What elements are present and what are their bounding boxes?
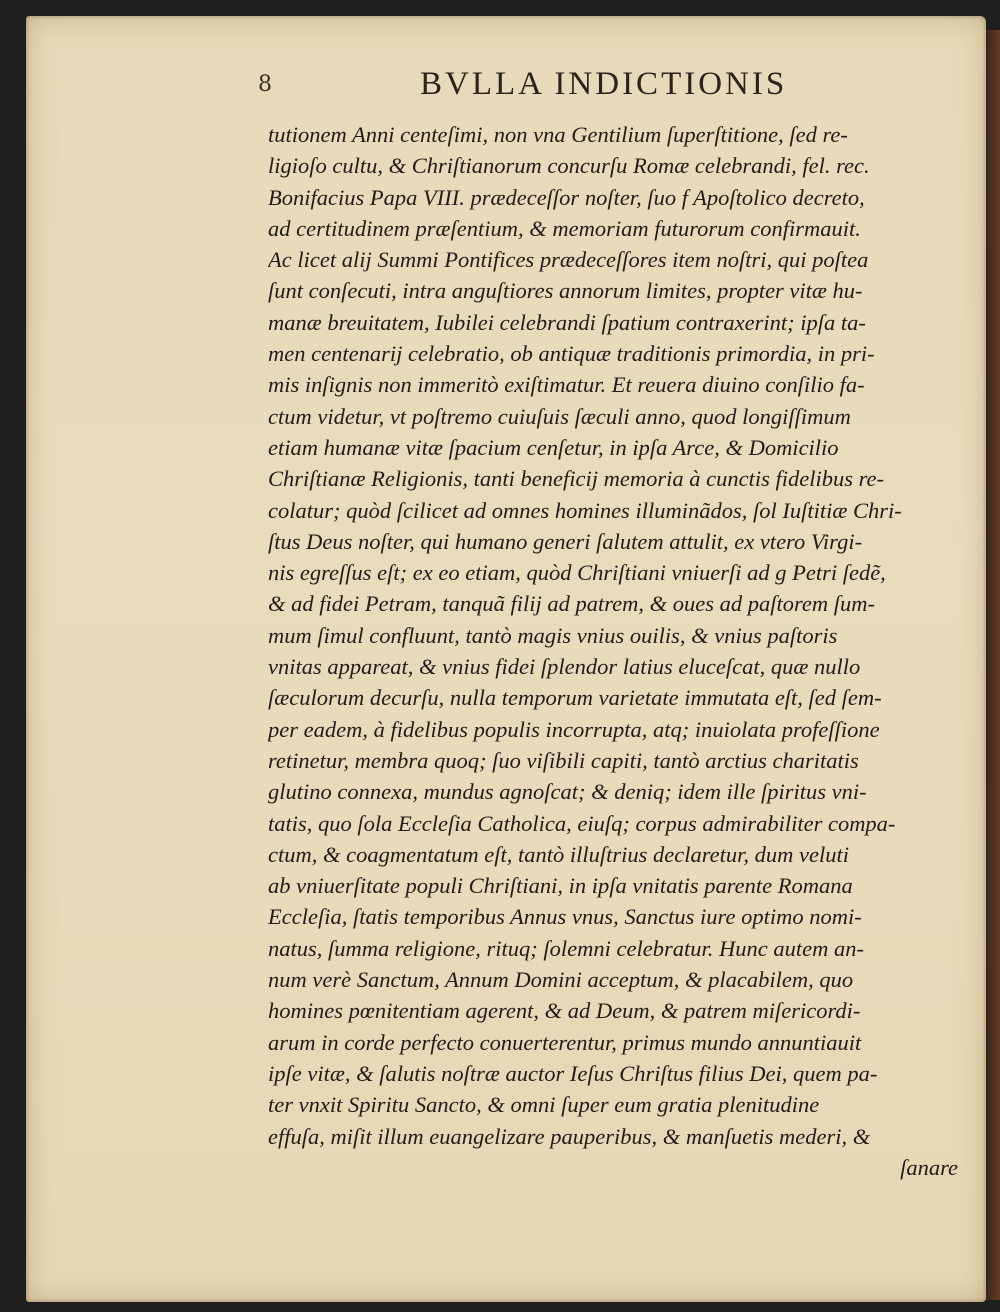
text-line: arum in corde perfecto conuerterentur, primus mundo annuntiauit [268, 1029, 862, 1055]
page-number: 8 [258, 72, 272, 97]
text-line: mis inſignis non immeritò exiſtimatur. Et reuera diuino conſilio fa- [268, 372, 865, 398]
text-line: colatur; quòd ſcilicet ad omnes homines illuminãdos, ſol Iuſtitiæ Chri- [268, 497, 902, 523]
text-line: ctum videtur, vt poſtremo cuiuſuis ſæculi anno, quod longiſſimum [268, 403, 851, 429]
body-text [268, 119, 958, 1183]
text-line: Bonifacius Papa VIII. prædeceſſor noſter, ſuo f Apoſtolico decreto, [268, 184, 865, 210]
text-line: tutionem Anni centeſimi, non vna Gentilium ſuperſtitione, ſed re- [268, 122, 848, 147]
text-line: tatis, quo ſola Eccleſia Catholica, eiuſq; corpus admirabiliter compa- [268, 810, 896, 836]
text-line: ab vniuerſitate populi Chriſtiani, in ipſa vnitatis parente Romana [268, 873, 853, 899]
text-line: mum ſimul confluunt, tantò magis vnius ouilis, & vnius paſtoris [268, 622, 838, 648]
text-line: ad certitudinem præſentium, & memoriam futurorum confirmauit. [268, 215, 861, 241]
text-line: nis egreſſus eſt; ex eo etiam, quòd Chriſtiani vniuerſi ad g Petri ſedẽ, [268, 560, 886, 586]
text-line: ipſe vitæ, & ſalutis noſtræ auctor Ieſus Chriſtus filius Dei, quem pa- [268, 1060, 878, 1086]
text-line: ctum, & coagmentatum eſt, tantò illuſtrius declaretur, dum veluti [268, 841, 849, 867]
text-line: glutino connexa, mundus agnoſcat; & deniq; idem ille ſpiritus vni- [268, 779, 867, 805]
text-line: ligioſo cultu, & Chriſtianorum concurſu Romæ celebrandi, fel. rec. [268, 153, 870, 179]
text-line: ſtus Deus noſter, qui humano generi ſalutem attulit, ex vtero Virgi- [268, 528, 863, 554]
text-line: vnitas appareat, & vnius fidei ſplendor latius eluceſcat, quæ nullo [268, 654, 861, 680]
text-line: manæ breuitatem, Iubilei celebrandi ſpatium contraxerint; ipſa ta- [268, 309, 866, 335]
text-line: ter vnxit Spiritu Sancto, & omni ſuper eum gratia plenitudine [268, 1092, 820, 1118]
text-line: Ac licet alij Summi Pontifices prædeceſſores item noſtri, qui poſtea [268, 247, 869, 273]
text-line: etiam humanæ vitæ ſpacium cenſetur, in ipſa Arce, & Domicilio [268, 434, 839, 460]
catchword: ſanare [900, 1154, 958, 1180]
text-line: num verè Sanctum, Annum Domini acceptum, & placabilem, quo [268, 967, 854, 993]
text-line: & ad fidei Petram, tanquã filij ad patrem, & oues ad paſtorem ſum- [268, 591, 876, 617]
text-line: Eccleſia, ſtatis temporibus Annus vnus, Sanctus iure optimo nomi- [268, 904, 862, 930]
text-line: effuſa, miſit illum euangelizare pauperibus, & manſuetis mederi, & [268, 1123, 871, 1149]
running-head: BVLLA INDICTIONIS [420, 66, 788, 102]
text-line: natus, ſumma religione, rituq; ſolemni celebratur. Hunc autem an- [268, 935, 864, 961]
text-line: ſunt conſecuti, intra anguſtiores annorum limites, propter vitæ hu- [268, 278, 863, 304]
text-line: ſæculorum decurſu, nulla temporum varietate immutata eſt, ſed ſem- [268, 685, 882, 711]
text-line: homines pœnitentiam agerent, & ad Deum, & patrem miſericordi- [268, 998, 861, 1024]
text-line: retinetur, membra quoq; ſuo viſibili capiti, tantò arctius charitatis [268, 747, 859, 773]
text-line: Chriſtianæ Religionis, tanti beneficij memoria à cunctis fidelibus re- [268, 466, 884, 492]
text-line: per eadem, à fidelibus populis incorrupta, atq; inuiolata profeſſione [268, 716, 880, 742]
text-line: men centenarij celebratio, ob antiquæ traditionis primordia, in pri- [268, 341, 875, 367]
